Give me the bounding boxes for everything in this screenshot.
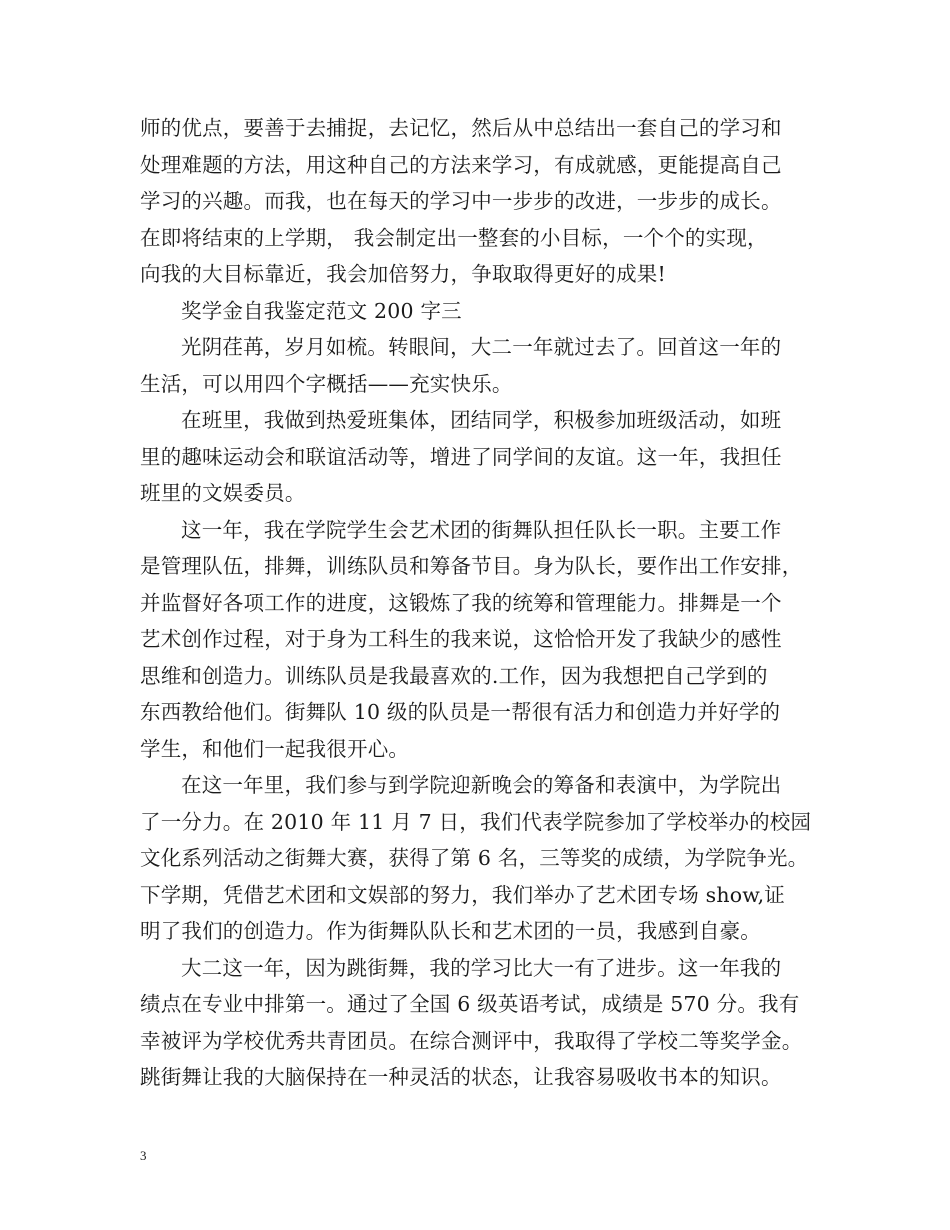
text-line: 绩点在专业中排第一。通过了全国 6 级英语考试，成绩是 570 分。我有 xyxy=(140,992,800,1016)
text-line: 班里的文娱委员。 xyxy=(140,481,306,505)
text-line: 了一分力。在 2010 年 11 月 7 日，我们代表学院参加了学校举办的校园 xyxy=(140,809,812,834)
text-line: 跳街舞让我的大脑保持在一种灵活的状态，让我容易吸收书本的知识。 xyxy=(140,1065,782,1089)
text-line: 向我的大目标靠近，我会加倍努力，争取取得更好的成果! xyxy=(140,262,666,286)
text-line: 师的优点，要善于去捕捉，去记忆，然后从中总结出一套自己的学习和 xyxy=(140,116,782,140)
text-line: 大二这一年，因为跳街舞，我的学习比大一有了进步。这一年我的 xyxy=(181,955,782,980)
text-line: 奖学金自我鉴定范文 200 字三 xyxy=(181,298,462,323)
text-line: 并监督好各项工作的进度，这锻炼了我的统筹和管理能力。排舞是一个 xyxy=(140,590,782,615)
text-line: 下学期，凭借艺术团和文娱部的努力，我们举办了艺术团专场 show,证 xyxy=(140,882,786,907)
text-line: 这一年，我在学院学生会艺术团的街舞队担任队长一职。主要工作 xyxy=(181,517,782,542)
text-line: 东西教给他们。街舞队 10 级的队员是一帮很有活力和创造力并好学的 xyxy=(140,700,781,724)
text-line: 文化系列活动之街舞大赛，获得了第 6 名，三等奖的成绩，为学院争光。 xyxy=(140,846,809,870)
text-line: 处理难题的方法，用这种自己的方法来学习，有成就感，更能提高自己 xyxy=(140,152,782,177)
text-line: 明了我们的创造力。作为街舞队队长和艺术团的一员，我感到自豪。 xyxy=(140,919,761,943)
text-line: 艺术创作过程，对于身为工科生的我来说，这恰恰开发了我缺少的感性 xyxy=(140,627,782,651)
text-line: 是管理队伍，排舞，训练队员和筹备节目。身为队长，要作出工作安排， xyxy=(140,554,803,578)
body-text xyxy=(140,110,830,1096)
text-line: 幸被评为学校优秀共青团员。在综合测评中，我取得了学校二等奖学金。 xyxy=(140,1028,803,1053)
text-line: 在即将结束的上学期， 我会制定出一整套的小目标，一个个的实现， xyxy=(140,225,768,250)
text-line: 思维和创造力。训练队员是我最喜欢的.工作，因为我想把自己学到的 xyxy=(140,663,768,688)
text-line: 在这一年里，我们参与到学院迎新晚会的筹备和表演中，为学院出 xyxy=(181,773,782,797)
text-line: 学习的兴趣。而我，也在每天的学习中一步步的改进，一步步的成长。 xyxy=(140,189,782,213)
text-line: 里的趣味运动会和联谊活动等，增进了同学间的友谊。这一年，我担任 xyxy=(140,444,782,469)
text-line: 学生，和他们一起我很开心。 xyxy=(140,736,410,761)
page-number: 3 xyxy=(140,1148,147,1163)
text-line: 在班里，我做到热爱班集体，团结同学，积极参加班级活动，如班 xyxy=(181,408,782,432)
text-line: 生活，可以用四个字概括——充实快乐。 xyxy=(140,371,513,396)
text-line: 光阴荏苒，岁月如梳。转眼间，大二一年就过去了。回首这一年的 xyxy=(181,335,782,359)
